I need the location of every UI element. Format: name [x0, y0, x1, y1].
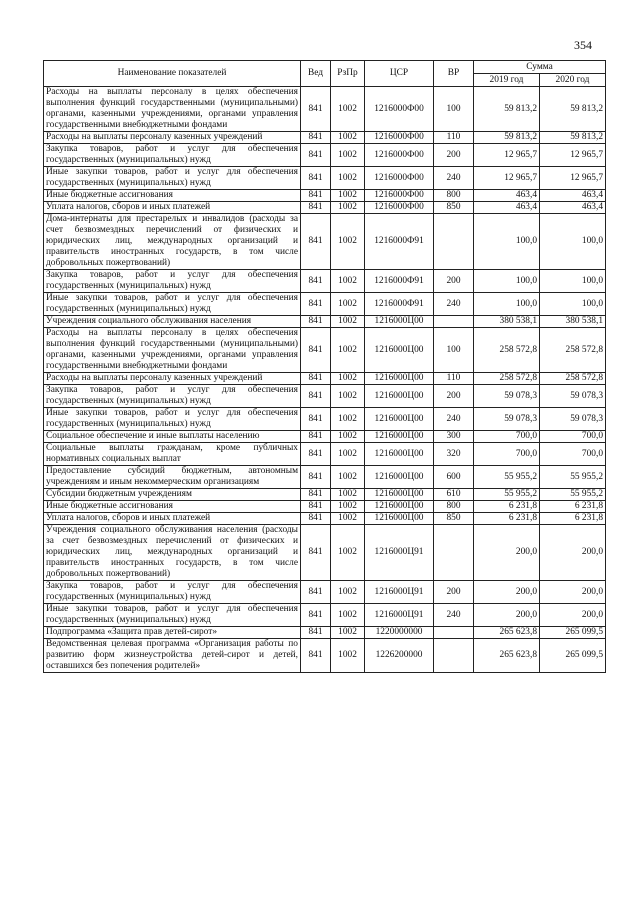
row-rzpr: 1002 — [331, 408, 365, 431]
row-csr: 1216000Ф00 — [365, 132, 434, 144]
table-row — [44, 293, 606, 316]
header-name: Наименование показателей — [44, 61, 301, 87]
row-csr: 1216000Ц00 — [365, 328, 434, 373]
row-rzpr: 1002 — [331, 328, 365, 373]
header-2020: 2020 год — [540, 74, 606, 87]
row-rzpr: 1002 — [331, 316, 365, 328]
row-vr: 240 — [434, 293, 474, 316]
row-sum-2019: 6 231,8 — [474, 501, 540, 513]
row-vr: 320 — [434, 443, 474, 466]
row-rzpr: 1002 — [331, 431, 365, 443]
table-row — [44, 132, 606, 144]
row-vr: 850 — [434, 202, 474, 214]
row-rzpr: 1002 — [331, 581, 365, 604]
table-row — [44, 501, 606, 513]
row-ved: 841 — [301, 489, 331, 501]
table-row — [44, 167, 606, 190]
row-csr: 1216000Ц00 — [365, 489, 434, 501]
row-vr: 200 — [434, 385, 474, 408]
row-ved: 841 — [301, 316, 331, 328]
row-rzpr: 1002 — [331, 627, 365, 639]
row-rzpr: 1002 — [331, 144, 365, 167]
row-csr: 1220000000 — [365, 627, 434, 639]
page-number: 354 — [574, 38, 592, 52]
row-ved: 841 — [301, 87, 331, 132]
header-csr: ЦСР — [365, 61, 434, 87]
row-ved: 841 — [301, 408, 331, 431]
row-csr: 1216000Ф91 — [365, 270, 434, 293]
row-csr: 1216000Ц00 — [365, 466, 434, 489]
row-sum-2020: 100,0 — [540, 293, 606, 316]
row-rzpr: 1002 — [331, 167, 365, 190]
row-sum-2020: 200,0 — [540, 525, 606, 581]
row-vr: 600 — [434, 466, 474, 489]
row-sum-2019: 59 078,3 — [474, 385, 540, 408]
table-row — [44, 144, 606, 167]
row-ved: 841 — [301, 501, 331, 513]
row-sum-2020: 700,0 — [540, 443, 606, 466]
row-sum-2020: 55 955,2 — [540, 466, 606, 489]
row-vr: 110 — [434, 373, 474, 385]
row-ved: 841 — [301, 202, 331, 214]
row-name: Социальные выплаты гражданам, кроме публичных нормативных социальных выплат — [44, 443, 301, 466]
row-vr: 850 — [434, 513, 474, 525]
row-sum-2019: 200,0 — [474, 525, 540, 581]
row-vr: 200 — [434, 581, 474, 604]
budget-table — [43, 60, 606, 673]
row-sum-2020: 200,0 — [540, 604, 606, 627]
row-ved: 841 — [301, 270, 331, 293]
row-name: Расходы на выплаты персоналу казенных учреждений — [44, 373, 301, 385]
row-name: Расходы на выплаты персоналу в целях обеспечения выполнения функций государственными (муниципальными) органами, казенными учреждениями, органами управления государственными внебюджетными фондами — [44, 87, 301, 132]
row-sum-2020: 265 099,5 — [540, 639, 606, 673]
row-sum-2019: 463,4 — [474, 202, 540, 214]
row-name: Иные закупки товаров, работ и услуг для обеспечения государственных (муниципальных) нужд — [44, 604, 301, 627]
row-name: Уплата налогов, сборов и иных платежей — [44, 202, 301, 214]
row-csr: 1216000Ф00 — [365, 202, 434, 214]
row-rzpr: 1002 — [331, 525, 365, 581]
row-sum-2020: 258 572,8 — [540, 328, 606, 373]
row-csr: 1216000Ф00 — [365, 144, 434, 167]
table-row — [44, 270, 606, 293]
row-vr — [434, 316, 474, 328]
row-sum-2020: 12 965,7 — [540, 167, 606, 190]
row-sum-2020: 258 572,8 — [540, 373, 606, 385]
row-name: Закупка товаров, работ и услуг для обеспечения государственных (муниципальных) нужд — [44, 144, 301, 167]
row-sum-2020: 59 078,3 — [540, 385, 606, 408]
row-rzpr: 1002 — [331, 132, 365, 144]
row-csr: 1216000Ц00 — [365, 373, 434, 385]
row-csr: 1216000Ц00 — [365, 316, 434, 328]
row-sum-2019: 59 813,2 — [474, 132, 540, 144]
row-vr: 240 — [434, 167, 474, 190]
row-ved: 841 — [301, 167, 331, 190]
row-rzpr: 1002 — [331, 639, 365, 673]
table-row — [44, 525, 606, 581]
table-body — [44, 87, 606, 673]
row-name: Закупка товаров, работ и услуг для обеспечения государственных (муниципальных) нужд — [44, 385, 301, 408]
row-sum-2020: 463,4 — [540, 202, 606, 214]
row-rzpr: 1002 — [331, 385, 365, 408]
row-rzpr: 1002 — [331, 466, 365, 489]
row-name: Дома-интернаты для престарелых и инвалидов (расходы за счет безвозмездных перечислений от физических и юридических лиц, международных организаций и правительств иностранных государств, в том числе добровольных пожертвований) — [44, 214, 301, 270]
row-name: Уплата налогов, сборов и иных платежей — [44, 513, 301, 525]
table-row — [44, 408, 606, 431]
row-csr: 1216000Ц00 — [365, 501, 434, 513]
row-ved: 841 — [301, 581, 331, 604]
row-ved: 841 — [301, 525, 331, 581]
row-sum-2019: 258 572,8 — [474, 373, 540, 385]
row-vr: 240 — [434, 604, 474, 627]
table-row — [44, 385, 606, 408]
row-name: Ведомственная целевая программа «Организация работы по развитию форм жизнеустройства детей-сирот и детей, оставшихся без попечения родителей» — [44, 639, 301, 673]
row-sum-2020: 100,0 — [540, 214, 606, 270]
table-row — [44, 489, 606, 501]
table-row — [44, 202, 606, 214]
row-csr: 1216000Ц91 — [365, 525, 434, 581]
row-ved: 841 — [301, 604, 331, 627]
table-header — [44, 61, 606, 87]
row-vr — [434, 525, 474, 581]
table-row — [44, 87, 606, 132]
row-sum-2019: 6 231,8 — [474, 513, 540, 525]
row-ved: 841 — [301, 639, 331, 673]
row-csr: 1216000Ц91 — [365, 604, 434, 627]
row-name: Иные закупки товаров, работ и услуг для обеспечения государственных (муниципальных) нужд — [44, 408, 301, 431]
row-csr: 1226200000 — [365, 639, 434, 673]
table-row — [44, 190, 606, 202]
row-name: Предоставление субсидий бюджетным, автономным учреждениям и иным некоммерческим организациям — [44, 466, 301, 489]
row-csr: 1216000Ц00 — [365, 408, 434, 431]
row-ved: 841 — [301, 513, 331, 525]
row-sum-2020: 59 078,3 — [540, 408, 606, 431]
row-sum-2019: 59 813,2 — [474, 87, 540, 132]
row-ved: 841 — [301, 328, 331, 373]
row-ved: 841 — [301, 466, 331, 489]
row-sum-2019: 463,4 — [474, 190, 540, 202]
row-vr: 800 — [434, 501, 474, 513]
row-ved: 841 — [301, 214, 331, 270]
row-csr: 1216000Ц00 — [365, 431, 434, 443]
row-rzpr: 1002 — [331, 513, 365, 525]
row-name: Закупка товаров, работ и услуг для обеспечения государственных (муниципальных) нужд — [44, 581, 301, 604]
row-csr: 1216000Ф00 — [365, 190, 434, 202]
table-row — [44, 373, 606, 385]
row-vr: 800 — [434, 190, 474, 202]
row-csr: 1216000Ц00 — [365, 443, 434, 466]
row-vr — [434, 627, 474, 639]
row-ved: 841 — [301, 132, 331, 144]
row-sum-2019: 265 623,8 — [474, 627, 540, 639]
row-ved: 841 — [301, 627, 331, 639]
row-name: Иные закупки товаров, работ и услуг для обеспечения государственных (муниципальных) нужд — [44, 293, 301, 316]
row-sum-2020: 100,0 — [540, 270, 606, 293]
table-row — [44, 431, 606, 443]
row-name: Расходы на выплаты персоналу казенных учреждений — [44, 132, 301, 144]
row-csr: 1216000Ц91 — [365, 581, 434, 604]
row-ved: 841 — [301, 144, 331, 167]
row-name: Учреждения социального обслуживания населения — [44, 316, 301, 328]
row-sum-2020: 6 231,8 — [540, 501, 606, 513]
table-row — [44, 328, 606, 373]
row-sum-2020: 6 231,8 — [540, 513, 606, 525]
row-vr — [434, 214, 474, 270]
row-sum-2019: 380 538,1 — [474, 316, 540, 328]
row-name: Подпрограмма «Защита прав детей-сирот» — [44, 627, 301, 639]
row-name: Иные бюджетные ассигнования — [44, 190, 301, 202]
row-vr: 100 — [434, 87, 474, 132]
row-csr: 1216000Ф91 — [365, 214, 434, 270]
row-rzpr: 1002 — [331, 373, 365, 385]
row-rzpr: 1002 — [331, 604, 365, 627]
row-name: Расходы на выплаты персоналу в целях обеспечения выполнения функций государственными (муниципальными) органами, казенными учреждениями, органами управления государственными внебюджетными фондами — [44, 328, 301, 373]
table-row — [44, 513, 606, 525]
header-2019: 2019 год — [474, 74, 540, 87]
row-vr: 300 — [434, 431, 474, 443]
row-vr: 100 — [434, 328, 474, 373]
row-csr: 1216000Ц00 — [365, 513, 434, 525]
row-csr: 1216000Ф91 — [365, 293, 434, 316]
table-row — [44, 443, 606, 466]
row-ved: 841 — [301, 443, 331, 466]
row-sum-2019: 700,0 — [474, 431, 540, 443]
row-ved: 841 — [301, 293, 331, 316]
row-rzpr: 1002 — [331, 202, 365, 214]
row-sum-2019: 200,0 — [474, 581, 540, 604]
row-vr: 200 — [434, 144, 474, 167]
table-row — [44, 639, 606, 673]
row-rzpr: 1002 — [331, 501, 365, 513]
row-sum-2019: 100,0 — [474, 270, 540, 293]
row-sum-2020: 59 813,2 — [540, 132, 606, 144]
row-sum-2019: 100,0 — [474, 293, 540, 316]
row-name: Субсидии бюджетным учреждениям — [44, 489, 301, 501]
row-rzpr: 1002 — [331, 214, 365, 270]
header-vr: ВР — [434, 61, 474, 87]
row-sum-2019: 265 623,8 — [474, 639, 540, 673]
row-sum-2020: 380 538,1 — [540, 316, 606, 328]
row-sum-2020: 463,4 — [540, 190, 606, 202]
row-sum-2019: 55 955,2 — [474, 489, 540, 501]
row-vr: 610 — [434, 489, 474, 501]
row-sum-2020: 700,0 — [540, 431, 606, 443]
row-sum-2019: 200,0 — [474, 604, 540, 627]
table-row — [44, 466, 606, 489]
row-rzpr: 1002 — [331, 87, 365, 132]
header-sum: Сумма — [474, 61, 606, 74]
row-vr: 240 — [434, 408, 474, 431]
row-vr: 200 — [434, 270, 474, 293]
table-row — [44, 604, 606, 627]
row-rzpr: 1002 — [331, 270, 365, 293]
row-name: Иные закупки товаров, работ и услуг для обеспечения государственных (муниципальных) нужд — [44, 167, 301, 190]
table-row — [44, 581, 606, 604]
row-rzpr: 1002 — [331, 489, 365, 501]
row-name: Социальное обеспечение и иные выплаты населению — [44, 431, 301, 443]
table-row — [44, 316, 606, 328]
row-name: Учреждения социального обслуживания населения (расходы за счет безвозмездных перечислений от физических и юридических лиц, международных организаций и правительств иностранных государств, в том числе добровольных пожертвований) — [44, 525, 301, 581]
row-csr: 1216000Ц00 — [365, 385, 434, 408]
row-sum-2019: 100,0 — [474, 214, 540, 270]
table-row — [44, 627, 606, 639]
row-name: Закупка товаров, работ и услуг для обеспечения государственных (муниципальных) нужд — [44, 270, 301, 293]
row-sum-2019: 12 965,7 — [474, 167, 540, 190]
row-sum-2020: 55 955,2 — [540, 489, 606, 501]
row-vr — [434, 639, 474, 673]
row-sum-2020: 200,0 — [540, 581, 606, 604]
row-sum-2020: 265 099,5 — [540, 627, 606, 639]
header-rzpr: РзПр — [331, 61, 365, 87]
row-sum-2020: 59 813,2 — [540, 87, 606, 132]
row-sum-2019: 55 955,2 — [474, 466, 540, 489]
row-sum-2019: 258 572,8 — [474, 328, 540, 373]
row-sum-2019: 700,0 — [474, 443, 540, 466]
row-rzpr: 1002 — [331, 443, 365, 466]
row-sum-2019: 59 078,3 — [474, 408, 540, 431]
row-ved: 841 — [301, 373, 331, 385]
row-name: Иные бюджетные ассигнования — [44, 501, 301, 513]
row-rzpr: 1002 — [331, 190, 365, 202]
row-ved: 841 — [301, 431, 331, 443]
table-row — [44, 214, 606, 270]
row-csr: 1216000Ф00 — [365, 87, 434, 132]
row-rzpr: 1002 — [331, 293, 365, 316]
row-sum-2019: 12 965,7 — [474, 144, 540, 167]
row-ved: 841 — [301, 385, 331, 408]
header-ved: Вед — [301, 61, 331, 87]
row-ved: 841 — [301, 190, 331, 202]
row-sum-2020: 12 965,7 — [540, 144, 606, 167]
row-vr: 110 — [434, 132, 474, 144]
row-csr: 1216000Ф00 — [365, 167, 434, 190]
